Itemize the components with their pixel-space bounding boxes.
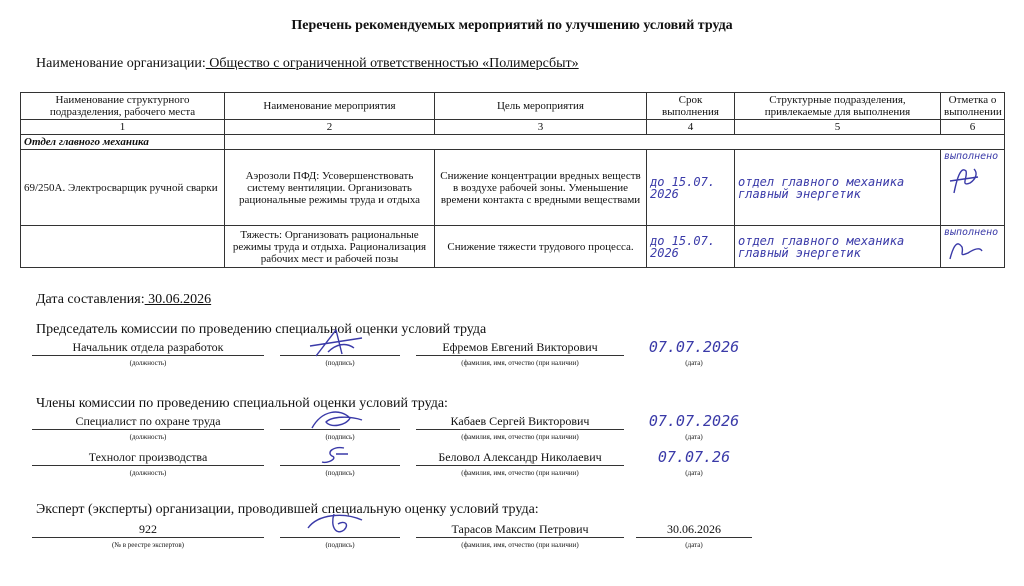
column-number: 5 bbox=[735, 120, 941, 135]
cell-units-handwritten: отдел главного механика главный энергетик bbox=[735, 226, 941, 268]
caption-date: (дата) bbox=[685, 433, 703, 441]
caption-position: (должность) bbox=[129, 359, 167, 367]
organization-value: Общество с ограниченной ответственностью «Полимерсбыт» bbox=[205, 56, 579, 71]
caption-fio: (фамилия, имя, отчество (при наличии) bbox=[461, 469, 579, 477]
expert-signature-field bbox=[280, 522, 400, 538]
mark-text: выполнено bbox=[944, 227, 999, 238]
header-workplace: Наименование структурного подразделения, рабочего места bbox=[21, 93, 225, 120]
cell-units-handwritten: отдел главного механика главный энергетик bbox=[735, 150, 941, 226]
expert-heading: Эксперт (эксперты) организации, проводившей специальную оценку условий труда: bbox=[36, 502, 539, 517]
header-goal: Цель мероприятия bbox=[435, 93, 647, 120]
cell-workplace bbox=[21, 226, 225, 268]
compiled-date-line bbox=[36, 292, 211, 308]
table-row bbox=[21, 150, 1005, 226]
member-signature-field bbox=[280, 414, 400, 430]
caption-signature: (подпись) bbox=[325, 469, 355, 477]
expert-signature-icon bbox=[304, 510, 368, 540]
cell-mark-handwritten bbox=[941, 226, 1005, 268]
table-header-row bbox=[21, 93, 1005, 120]
caption-signature: (подпись) bbox=[325, 541, 355, 549]
cell-goal: Снижение концентрации вредных веществ в воздухе рабочей зоны. Уменьшение времени контакта с вредными веществами bbox=[435, 150, 647, 226]
compiled-date-value: 30.06.2026 bbox=[144, 292, 212, 307]
department-row bbox=[21, 135, 1005, 150]
expert-registry-number: 922 bbox=[32, 522, 264, 538]
member-position: Технолог производства bbox=[32, 450, 264, 466]
department-name: Отдел главного механика bbox=[21, 135, 225, 150]
table-row bbox=[21, 226, 1005, 268]
cell-workplace: 69/250А. Электросварщик ручной сварки bbox=[21, 150, 225, 226]
cell-goal: Снижение тяжести трудового процесса. bbox=[435, 226, 647, 268]
expert-date: 30.06.2026 bbox=[636, 522, 752, 538]
member-name: Беловол Александр Николаевич bbox=[416, 450, 624, 466]
member-date: 07.07.26 bbox=[657, 448, 731, 466]
member-signature-icon bbox=[314, 444, 354, 466]
chair-signature-icon bbox=[306, 326, 366, 360]
caption-signature: (подпись) bbox=[325, 433, 355, 441]
cell-measure: Тяжесть: Организовать рациональные режимы труда и отдыха. Рационализация рабочих мест и рабочей позы bbox=[225, 226, 435, 268]
table-number-row bbox=[21, 120, 1005, 135]
member-name: Кабаев Сергей Викторович bbox=[416, 414, 624, 430]
caption-fio: (фамилия, имя, отчество (при наличии) bbox=[461, 541, 579, 549]
caption-position: (должность) bbox=[129, 433, 167, 441]
column-number: 4 bbox=[647, 120, 735, 135]
compiled-date-label: Дата составления: bbox=[36, 292, 145, 307]
caption-date: (дата) bbox=[685, 359, 703, 367]
organization-label: Наименование организации: bbox=[36, 56, 206, 71]
header-mark: Отметка о выполнении bbox=[941, 93, 1005, 120]
column-number: 1 bbox=[21, 120, 225, 135]
member-signature-icon bbox=[306, 406, 366, 432]
caption-fio: (фамилия, имя, отчество (при наличии) bbox=[461, 433, 579, 441]
member-signature-field bbox=[280, 450, 400, 466]
members-heading: Члены комиссии по проведению специальной оценки условий труда: bbox=[36, 396, 448, 411]
caption-signature: (подпись) bbox=[325, 359, 355, 367]
page-title: Перечень рекомендуемых мероприятий по улучшению условий труда bbox=[291, 18, 733, 33]
measures-table bbox=[20, 92, 1005, 268]
chair-name: Ефремов Евгений Викторович bbox=[416, 340, 624, 356]
header-units: Структурные подразделения, привлекаемые для выполнения bbox=[735, 93, 941, 120]
chair-date: 07.07.2026 bbox=[648, 338, 740, 356]
cell-mark-handwritten bbox=[941, 150, 1005, 226]
cell-deadline-handwritten: до 15.07. 2026 bbox=[647, 150, 735, 226]
chair-position: Начальник отдела разработок bbox=[32, 340, 264, 356]
caption-position: (должность) bbox=[129, 469, 167, 477]
mark-signature-icon bbox=[944, 163, 984, 197]
chair-signature-field bbox=[280, 340, 400, 356]
member-position: Специалист по охране труда bbox=[32, 414, 264, 430]
caption-registry: (№ в реестре экспертов) bbox=[111, 541, 184, 549]
caption-date: (дата) bbox=[685, 541, 703, 549]
mark-signature-icon bbox=[944, 239, 984, 261]
caption-date: (дата) bbox=[685, 469, 703, 477]
organization-line bbox=[36, 56, 579, 72]
column-number: 6 bbox=[941, 120, 1005, 135]
header-deadline: Срок выполнения bbox=[647, 93, 735, 120]
column-number: 2 bbox=[225, 120, 435, 135]
cell-deadline-handwritten: до 15.07. 2026 bbox=[647, 226, 735, 268]
chair-heading: Председатель комиссии по проведению специальной оценки условий труда bbox=[36, 322, 487, 337]
header-measure: Наименование мероприятия bbox=[225, 93, 435, 120]
mark-text: выполнено bbox=[944, 151, 999, 162]
member-date: 07.07.2026 bbox=[648, 412, 740, 430]
expert-name: Тарасов Максим Петрович bbox=[416, 522, 624, 538]
cell-measure: Аэрозоли ПФД: Усовершенствовать систему вентиляции. Организовать рациональные режимы труда и отдыха bbox=[225, 150, 435, 226]
caption-fio: (фамилия, имя, отчество (при наличии) bbox=[461, 359, 579, 367]
column-number: 3 bbox=[435, 120, 647, 135]
